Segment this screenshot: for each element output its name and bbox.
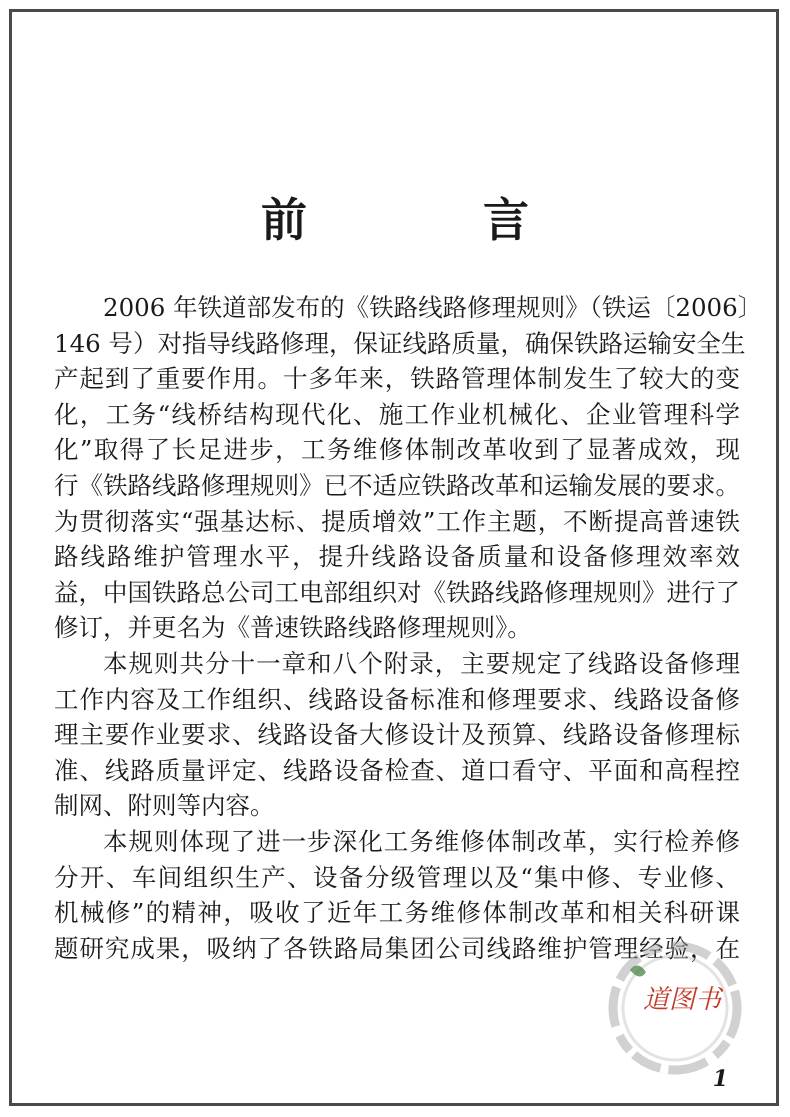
page-title: 前 言 xyxy=(260,193,609,247)
paragraph-2-line-5: 制网、附则等内容。 xyxy=(54,791,275,821)
paragraph-1-line-8: 路线路维护管理水平，提升线路设备质量和设备修理效率效 xyxy=(54,542,740,572)
page-number: 1 xyxy=(712,1066,728,1092)
paragraph-3-line-1: 本规则体现了进一步深化工务维修体制改革，实行检养修 xyxy=(103,826,740,856)
paragraph-1-line-3: 产起到了重要作用。十多年来，铁路管理体制发生了较大的变 xyxy=(54,364,740,394)
paragraph-1-line-7: 为贯彻落实“强基达标、提质增效”工作主题，不断提高普速铁 xyxy=(54,506,740,536)
paragraph-2-line-2: 工作内容及工作组织、线路设备标准和修理要求、线路设备修 xyxy=(54,684,740,714)
paragraph-2-line-4: 准、线路质量评定、线路设备检查、道口看守、平面和高程控 xyxy=(54,755,740,785)
paragraph-1-line-2: 146 号）对指导线路修理，保证线路质量，确保铁路运输安全生 xyxy=(54,328,746,358)
paragraph-1-line-9: 益，中国铁路总公司工电部组织对《铁路线路修理规则》进行了 xyxy=(54,577,740,607)
paragraph-1-line-4: 化，工务“线桥结构现代化、施工作业机械化、企业管理科学 xyxy=(54,399,740,429)
stamp-text: 道图书 xyxy=(642,985,722,1015)
seal-stamp-icon xyxy=(600,930,750,1080)
paragraph-3-line-3: 机械修”的精神，吸收了近年工务维修体制改革和相关科研课 xyxy=(54,898,740,928)
paragraph-2-line-1: 本规则共分十一章和八个附录，主要规定了线路设备修理 xyxy=(103,648,740,678)
document-body xyxy=(54,290,763,966)
paragraph-1-line-1: 2006 年铁道部发布的《铁路线路修理规则》（铁运〔2006〕 xyxy=(103,293,763,322)
paragraph-3-line-2: 分开、车间组织生产、设备分级管理以及“集中修、专业修、 xyxy=(54,862,740,892)
paragraph-2-line-3: 理主要作业要求、线路设备大修设计及预算、线路设备修理标 xyxy=(54,720,740,750)
paragraph-1-line-5: 化”取得了长足进步，工务维修体制改革收到了显著成效，现 xyxy=(54,435,740,465)
paragraph-1-line-10: 修订，并更名为《普速铁路线路修理规则》。 xyxy=(54,613,532,643)
paragraph-1-line-6: 行《铁路线路修理规则》已不适应铁路改革和运输发展的要求。 xyxy=(54,470,740,500)
paragraph-3-line-4: 题研究成果，吸纳了各铁路局集团公司线路维护管理经验，在 xyxy=(54,933,740,963)
